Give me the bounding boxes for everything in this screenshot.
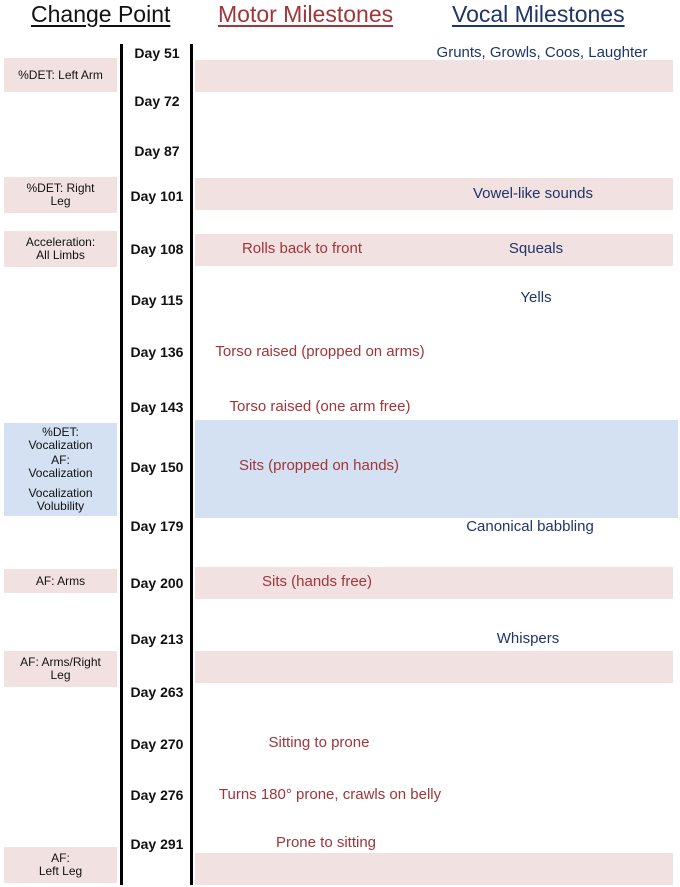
motor-milestone: Rolls back to front <box>241 240 363 257</box>
day-label: Day 263 <box>130 684 184 700</box>
day-label: Day 136 <box>130 344 184 360</box>
motor-milestone: Turns 180° prone, crawls on belly <box>218 786 442 803</box>
day-label: Day 291 <box>130 836 184 852</box>
day-label: Day 150 <box>130 459 184 475</box>
day-label: Day 87 <box>134 143 180 159</box>
band-day-213 <box>195 651 673 683</box>
vocal-milestones-header: Vocal Milestones <box>452 1 625 27</box>
motor-milestone: Prone to sitting <box>275 834 377 851</box>
band-day-291 <box>195 853 673 885</box>
timeline-right-line <box>190 44 193 885</box>
change-point-text: AF: <box>51 453 70 467</box>
band-day-101 <box>195 178 673 210</box>
day-label: Day 276 <box>130 787 184 803</box>
vocal-milestone: Grunts, Growls, Coos, Laughter <box>436 44 648 61</box>
day-label: Day 200 <box>130 575 184 591</box>
motor-milestone: Sits (hands free) <box>261 573 373 590</box>
vocal-milestone: Vowel-like sounds <box>472 185 594 202</box>
day-label: Day 270 <box>130 736 184 752</box>
change-point-box <box>4 847 117 883</box>
change-point-text: %DET: Left Arm <box>18 67 103 82</box>
change-point-box <box>4 423 117 516</box>
day-label: Day 143 <box>130 399 184 415</box>
motor-milestones-header: Motor Milestones <box>218 1 394 27</box>
timeline-left-line <box>120 44 123 885</box>
change-point-text: Vocalization <box>28 486 93 500</box>
vocal-milestone: Squeals <box>508 240 564 257</box>
change-point-text: Left Leg <box>38 864 83 878</box>
day-label: Day 115 <box>130 292 184 308</box>
change-point-text: %DET: <box>42 425 79 439</box>
change-point-header: Change Point <box>31 1 171 27</box>
change-point-text: Vocalization <box>28 438 93 452</box>
change-point-box <box>4 58 117 92</box>
day-label: Day 51 <box>134 45 180 61</box>
change-point-text: Volubility <box>36 499 85 513</box>
change-point-text: AF: Arms/Right <box>20 655 101 669</box>
change-point-text: Leg <box>50 194 71 208</box>
day-label: Day 72 <box>134 93 180 109</box>
motor-milestone: Sitting to prone <box>268 734 370 751</box>
change-point-text: AF: Arms <box>35 573 86 588</box>
vocal-milestone: Whispers <box>496 630 560 647</box>
band-day-51 <box>195 60 673 92</box>
change-point-box <box>4 177 117 213</box>
day-label: Day 179 <box>130 518 184 534</box>
change-point-text: Leg <box>50 668 71 682</box>
change-point-text: Vocalization <box>28 466 93 480</box>
motor-milestone: Sits (propped on hands) <box>238 457 400 474</box>
change-point-text: AF: <box>51 851 70 865</box>
motor-milestone: Torso raised (propped on arms) <box>215 343 425 360</box>
change-point-text: Acceleration: <box>25 235 96 249</box>
change-point-text: All Limbs <box>36 248 85 262</box>
change-point-box <box>4 231 117 267</box>
day-label: Day 101 <box>130 188 184 204</box>
change-point-box <box>4 569 117 593</box>
day-label: Day 213 <box>130 631 184 647</box>
day-label: Day 108 <box>130 241 184 257</box>
change-point-box <box>4 651 117 687</box>
motor-milestone: Torso raised (one arm free) <box>229 398 411 415</box>
change-point-text: %DET: Right <box>26 181 95 195</box>
vocal-milestone: Yells <box>520 289 552 306</box>
vocal-milestone: Canonical babbling <box>466 518 594 535</box>
